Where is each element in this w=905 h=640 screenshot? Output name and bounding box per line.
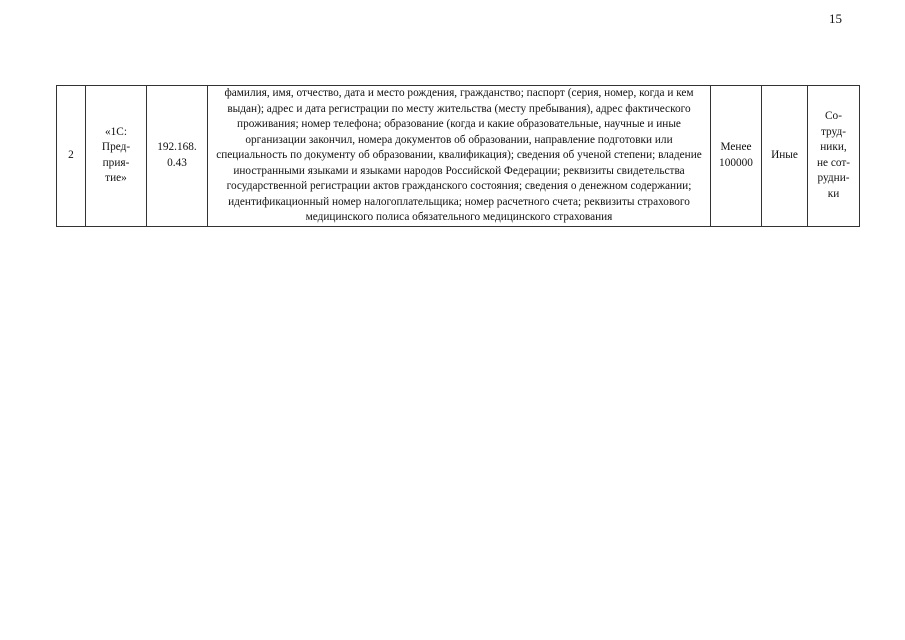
page-number: 15 (829, 11, 842, 26)
personal-data-list-cell: фамилия, имя, отчество, дата и место рождения, гражданство; паспорт (серия, номер, когда и кем выдан); адрес и дата регистрации по месту жительства (месту пребывания), адрес фактического проживания; номер телефона; образование (когда и какие образовательные, научные и иные организации закончил, номера документов об образовании, направление подготовки или специальность по документу об образовании, квалификация); сведения об ученой степени; владение иностранными языками и языками народов Российской Федерации; реквизиты свидетельства государственной регистрации актов гражданского состояния; сведения о денежном содержании; идентификационный номер налогоплательщика; номер расчетного счета; реквизиты страхового медицинского полиса обязательного медицинского страхования (208, 86, 711, 227)
personal-data-table (56, 85, 860, 227)
data-category-cell: Иные (762, 86, 808, 227)
record-count-cell: Менее 100000 (711, 86, 762, 227)
ip-address-cell: 192.168. 0.43 (147, 86, 208, 227)
system-name-cell: «1С: Пред- прия- тие» (86, 86, 147, 227)
row-number-cell: 2 (57, 86, 86, 227)
table-row (57, 86, 860, 227)
data-subjects-cell: Со- труд- ники, не сот- рудни- ки (808, 86, 860, 227)
